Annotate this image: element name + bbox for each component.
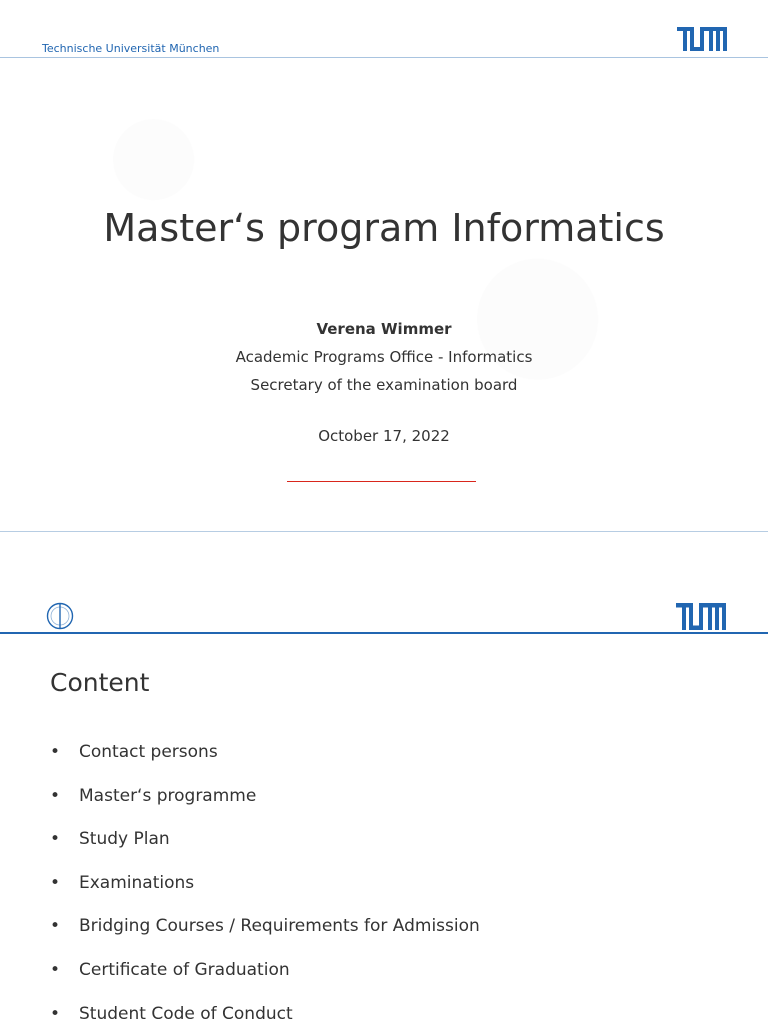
accent-divider (287, 481, 476, 482)
header-divider (0, 632, 768, 634)
presentation-date: October 17, 2022 (318, 427, 450, 445)
header-divider (0, 57, 768, 58)
bullet-icon: • (50, 959, 61, 980)
list-item (50, 873, 480, 917)
list-item-label: Certificate of Graduation (79, 959, 290, 980)
content-slide (0, 532, 768, 1024)
slide-title: Master‘s program Informatics (103, 206, 665, 250)
presenter-name: Verena Wimmer (316, 320, 452, 338)
tum-seal-icon (46, 602, 74, 630)
tum-logo-icon (676, 603, 726, 630)
list-item-label: Examinations (79, 872, 195, 893)
university-name: Technische Universität München (42, 42, 220, 55)
list-item-label: Student Code of Conduct (79, 1003, 293, 1024)
list-item (50, 786, 480, 830)
list-item-label: Study Plan (79, 829, 170, 850)
list-item (50, 829, 480, 873)
bullet-icon: • (50, 829, 61, 850)
presenter-position: Secretary of the examination board (250, 376, 518, 394)
list-item (50, 960, 480, 1004)
tum-logo-icon (677, 27, 727, 51)
list-item (50, 916, 480, 960)
list-item-label: Master‘s programme (79, 785, 257, 806)
presenter-role: Academic Programs Office - Informatics (235, 348, 533, 366)
bullet-icon: • (50, 1003, 61, 1024)
list-item (50, 1004, 480, 1024)
bullet-icon: • (50, 785, 61, 806)
list-item-label: Bridging Courses / Requirements for Admission (79, 916, 480, 937)
bullet-icon: • (50, 742, 61, 762)
list-item (50, 742, 480, 786)
bullet-icon: • (50, 872, 61, 893)
content-heading: Content (50, 668, 150, 697)
list-item-label: Contact persons (79, 742, 218, 762)
bullet-icon: • (50, 916, 61, 937)
content-list (50, 742, 480, 1024)
